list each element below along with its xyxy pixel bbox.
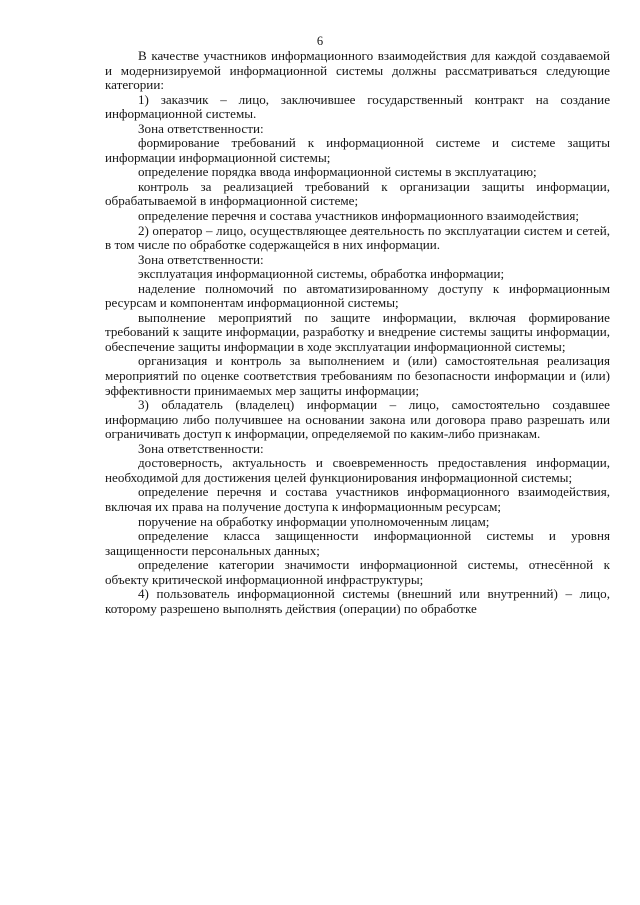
paragraph: определение перечня и состава участников информационного взаимодействия, включая их права на получение доступа к информационным ресурсам;	[105, 484, 610, 514]
paragraph-responsibility-heading: Зона ответственности:	[138, 120, 264, 136]
paragraph-operator: 2) оператор – лицо, осуществляющее деятельность по эксплуатации систем и сетей, в том числе по обработке содержащейся в них информации.	[105, 222, 610, 253]
paragraph: наделение полномочий по автоматизированному доступу к информационным ресурсам и компонентам информационной системы;	[105, 280, 610, 311]
paragraph-owner: 3) обладатель (владелец) информации – лицо, самостоятельно создавшее информацию либо получившее на основании закона или договора право разрешать или ограничивать доступ к информации, определяемой по каким-либо признакам.	[105, 397, 610, 442]
paragraph: выполнение мероприятий по защите информации, включая формирование требований к защите информации, разработку и внедрение системы защиты информации, обеспечение защиты информации в ходе эксплуатации информационной системы;	[105, 309, 610, 354]
paragraph: определение перечня и состава участников информационного взаимодействия;	[138, 208, 580, 224]
paragraph: определение класса защищенности информационной системы и уровня защищенности персональных данных;	[105, 528, 610, 558]
paragraph: формирование требований к информационной системе и системе защиты информации информационной системы;	[105, 135, 610, 165]
paragraph: определение категории значимости информационной системы, отнесённой к объекту критической информационной инфраструктуры;	[105, 557, 610, 587]
paragraph: организация и контроль за выполнением и (или) самостоятельная реализация мероприятий по оценке соответствия требованиям по безопасности информации и (или) эффективности принимаемых мер защиты информации;	[105, 353, 610, 398]
paragraph: определение порядка ввода информационной системы в эксплуатацию;	[138, 164, 537, 180]
paragraph: эксплуатация информационной системы, обработка информации;	[138, 266, 505, 282]
paragraph: достоверность, актуальность и своевременность предоставления информации, необходимой для достижения целей функционирования информационной системы;	[105, 455, 610, 485]
paragraph: контроль за реализацией требований к организации защиты информации, обрабатываемой в информационной системе;	[105, 178, 610, 209]
paragraph-intro: В качестве участников информационного взаимодействия для каждой создаваемой и модернизируемой информационной системы должны рассматриваться следующие категории:	[105, 48, 610, 93]
paragraph-responsibility-heading: Зона ответственности:	[138, 251, 264, 267]
paragraph-user: 4) пользователь информационной системы (внешний или внутренний) – лицо, которому разрешено выполнять действия (операции) по обработке	[105, 586, 610, 616]
page-number: 6	[316, 34, 324, 48]
body-text	[105, 49, 610, 616]
paragraph-customer: 1) заказчик – лицо, заключившее государственный контракт на создание информационной системы.	[105, 91, 610, 122]
paragraph: поручение на обработку информации уполномоченным лицам;	[138, 513, 490, 529]
paragraph-responsibility-heading: Зона ответственности:	[138, 440, 264, 456]
